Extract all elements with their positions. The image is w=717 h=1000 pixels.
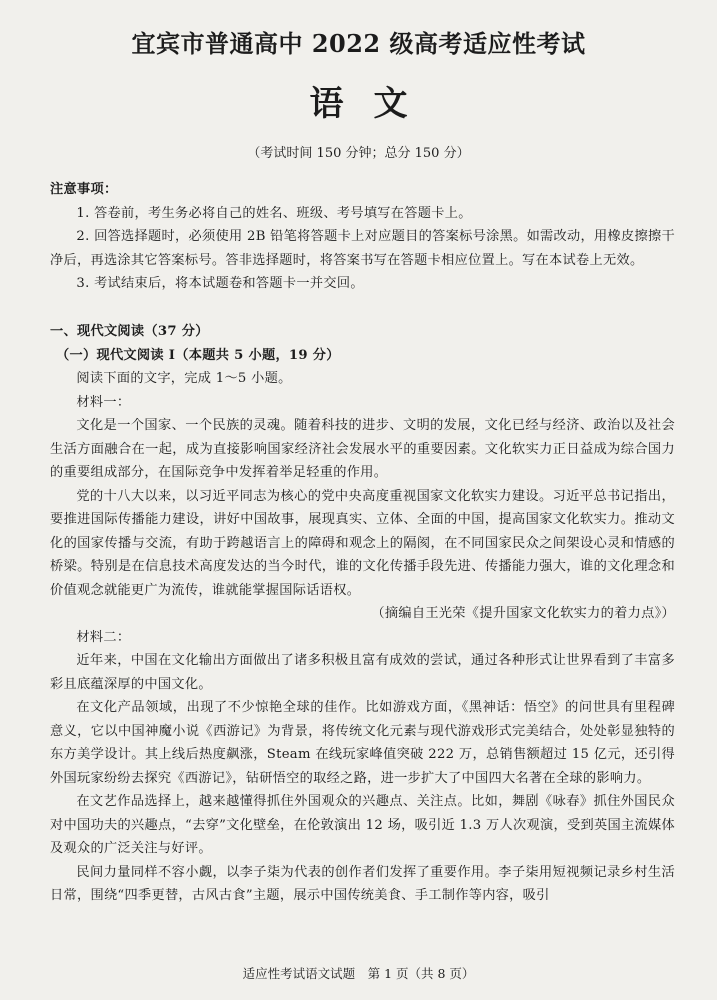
material-label: 材料一： <box>76 394 131 410</box>
material-source: （摘编自王光荣《提升国家文化软实力的着力点》） <box>371 606 675 621</box>
material-paragraph: 在文化产品领域，出现了不少惊艳全球的佳作。比如游戏方面，《黑神话：悟空》的问世具有里程碑意义，它以中国神魔小说《西游记》为背景，将传统文化元素与现代游戏形式完美结合，处处彰显独特的东方美学设计。其上线后热度飙涨，Steam 在线玩家峰值突破 222 万，总销售额超过 15 亿元，还引得外国玩家纷纷去探究《西游记》，钻研悟空的取经之路，进一步扩大了中国四大名著在全球的影响力。 <box>50 700 675 786</box>
notice-section <box>50 178 675 296</box>
exam-title: 宜宾市普通高中 2022 级高考适应性考试 <box>131 29 586 58</box>
page-footer: 适应性考试语文试题 第 1 页（共 8 页） <box>242 966 475 981</box>
material-paragraph: 党的十八大以来，以习近平同志为核心的党中央高度重视国家文化软实力建设。习近平总书记指出，要推进国际传播能力建设，讲好中国故事，展现真实、立体、全面的中国，提高国家文化软实力。推动文化的国家传播与交流，有助于跨越语言上的障碍和观念上的隔阂，在不同国家民众之间架设心灵和情感的桥梁。特别是在信息技术高度发达的当今时代，谁的文化传播手段先进、传播能力强大，谁的文化理念和价值观念就能更广为流传，谁就能掌握国际话语权。 <box>50 488 675 598</box>
notice-item: 2. 回答选择题时，必须使用 2B 铅笔将答题卡上对应题目的答案标号涂黑。如需改动，用橡皮擦擦干净后，再选涂其它答案标号。答非选择题时，将答案书写在答题卡相应位置上。写在本试卷上无效。 <box>50 229 675 268</box>
material-label: 材料二： <box>76 629 131 645</box>
notice-item: 3. 考试结束后，将本试题卷和答题卡一并交回。 <box>76 276 364 291</box>
material-paragraph: 文化是一个国家、一个民族的灵魂。随着科技的进步、文明的发展，文化已经与经济、政治以及社会生活方面融合在一起，成为直接影响国家经济社会发展水平的重要因素。文化软实力正日益成为综合国力的重要组成部分，在国际竞争中发挥着举足轻重的作用。 <box>50 418 675 480</box>
section-subheading: （一）现代文阅读 I（本题共 5 小题，19 分） <box>56 347 340 363</box>
material-paragraph: 民间力量同样不容小觑，以李子柒为代表的创作者们发挥了重要作用。李子柒用短视频记录乡村生活日常，围绕“四季更替，古风古食”主题，展示中国传统美食、手工制作等内容，吸引 <box>50 864 675 903</box>
subject-title: 语文 <box>309 84 438 124</box>
notice-heading: 注意事项： <box>50 182 118 197</box>
section-heading: 一、现代文阅读（37 分） <box>50 324 209 339</box>
exam-info: （考试时间 150 分钟；总分 150 分） <box>247 146 470 161</box>
reading-section <box>50 320 675 908</box>
instruction: 阅读下面的文字，完成 1～5 小题。 <box>76 371 292 386</box>
material-paragraph: 在文艺作品选择上，越来越懂得抓住外国观众的兴趣点、关注点。比如，舞剧《咏春》抓住外国民众对中国功夫的兴趣点，“去穿”文化壁垒，在伦敦演出 12 场，吸引近 1.3 万人次观演，受到英国主流媒体及观众的广泛关注与好评。 <box>50 794 675 856</box>
notice-item: 1. 答卷前，考生务必将自己的姓名、班级、考号填写在答题卡上。 <box>76 205 472 221</box>
material-paragraph: 近年来，中国在文化输出方面做出了诸多积极且富有成效的尝试，通过各种形式让世界看到了丰富多彩且底蕴深厚的中国文化。 <box>50 653 675 692</box>
